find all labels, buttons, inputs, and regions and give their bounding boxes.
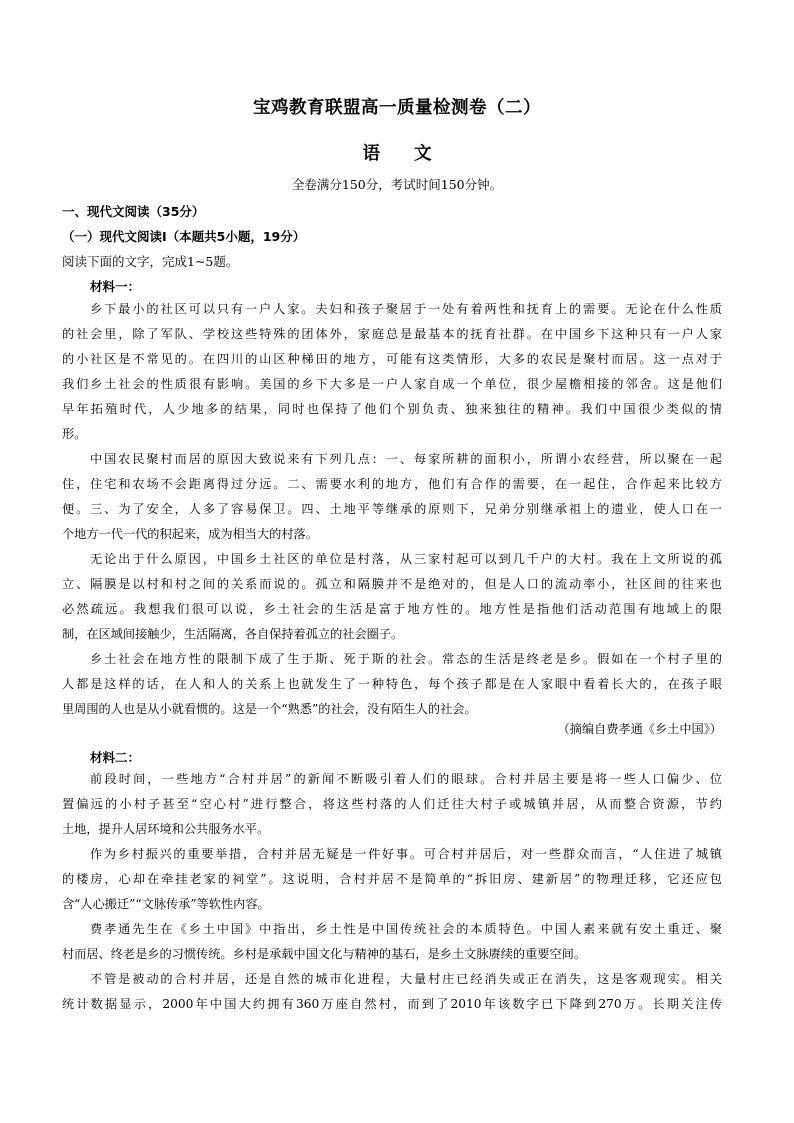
instruction-text: 阅读下面的文字，完成1~5题。 bbox=[62, 254, 239, 269]
text-line: 我们乡土社会的性质很有影响。美国的乡下大多是一户人家自成一个单位，很少屋檐相接的邻舍。这是他们 bbox=[62, 377, 722, 391]
text-line: 含“人心搬迁”“文脉传承”等软性内容。 bbox=[62, 897, 270, 911]
material-two-paragraph-1 bbox=[62, 767, 722, 842]
material-two-paragraph-4 bbox=[62, 967, 722, 1017]
subject-title: 语 文 bbox=[362, 144, 446, 164]
material-one-paragraph-4 bbox=[62, 647, 722, 722]
exam-title: 宝鸡教育联盟高一质量检测卷（二） bbox=[253, 98, 541, 118]
text-line: 早年拓殖时代，人少地多的结果，同时也保持了他们个别负责、独来独往的精神。我们中国很少类似的情 bbox=[62, 402, 722, 416]
text-line: 统计数据显示，2000年中国大约拥有360万座自然村，而到了2010年该数字已下降到270万。长期关注传 bbox=[62, 997, 722, 1011]
text-line: 的楼房，心却在牵挂老家的祠堂”。这说明，合村并居不是简单的“拆旧房、建新居”的物理迁移，它还应包 bbox=[62, 872, 722, 886]
text-line: 制，在区域间接触少，生活隔离，各自保持着孤立的社会圈子。 bbox=[62, 627, 404, 641]
material-one-label: 材料一： bbox=[90, 279, 141, 294]
text-line: 必然疏远。我想我们很可以说，乡土社会的生活是富于地方性的。地方性是指他们活动范围有地域上的限 bbox=[62, 602, 722, 616]
section-heading: 一、现代文阅读（35分） bbox=[62, 204, 205, 219]
text-line: 不管是被动的合村并居，还是自然的城市化进程，大量村庄已经消失或正在消失，这是客观现实。相关 bbox=[90, 972, 722, 986]
text-line: 形。 bbox=[62, 427, 87, 441]
sub-section-heading: （一）现代文阅读Ⅰ（本题共5小题，19分） bbox=[62, 229, 306, 244]
text-line: 的小社区是不常见的。在四川的山区种梯田的地方，可能有这类情形，大多的农民是聚村而居。这一点对于 bbox=[62, 352, 722, 366]
text-line: 费孝通先生在《乡土中国》中指出，乡土性是中国传统社会的本质特色。中国人素来就有安土重迁、聚 bbox=[90, 922, 722, 936]
text-line: 中国农民聚村而居的原因大致说来有下列几点：一、每家所耕的面积小，所谓小农经营，所以聚在一起 bbox=[90, 452, 722, 466]
text-line: 立、隔膜是以村和村之间的关系而说的。孤立和隔膜并不是绝对的，但是人口的流动率小，社区间的往来也 bbox=[62, 577, 722, 591]
text-line: 里周围的人也是从小就看惯的。这是一个“熟悉”的社会，没有陌生人的社会。 bbox=[62, 702, 477, 716]
text-line: 村而居、终老是乡的习惯传统。乡村是承载中国文化与精神的基石，是乡土文脉赓续的重要空间。 bbox=[62, 947, 587, 961]
text-line: 无论出于什么原因，中国乡土社区的单位是村落，从三家村起可以到几千户的大村。我在上文所说的孤 bbox=[90, 552, 722, 566]
text-line: 的社会里，除了军队、学校这些特殊的团体外，家庭总是最基本的抚育社群。在中国乡下这种只有一户人家 bbox=[62, 327, 722, 341]
text-line: 个地方一代一代的积起来，成为相当大的村落。 bbox=[62, 527, 318, 541]
text-line: 便。三、为了安全，人多了容易保卫。四、土地平等继承的原则下，兄弟分别继承祖上的遗业，使人口在一 bbox=[62, 502, 722, 516]
material-one-source: （摘编自费孝通《乡土中国》） bbox=[557, 722, 722, 736]
text-line: 前段时间，一些地方“合村并居”的新闻不断吸引着人们的眼球。合村并居主要是将一些人口偏少、位 bbox=[90, 772, 722, 786]
material-two-label: 材料二： bbox=[90, 750, 141, 765]
text-line: 置偏远的小村子甚至“空心村”进行整合，将这些村落的人们迁往大村子或城镇并居，从而整合资源，节约 bbox=[62, 797, 722, 811]
text-line: 土地，提升人居环境和公共服务水平。 bbox=[62, 822, 270, 836]
material-two-paragraph-3 bbox=[62, 917, 722, 967]
material-one-paragraph-2 bbox=[62, 447, 722, 547]
text-line: 乡土社会在地方性的限制下成了生于斯、死于斯的社会。常态的生活是终老是乡。假如在一个村子里的 bbox=[90, 652, 722, 666]
exam-info: 全卷满分150分，考试时间150分钟。 bbox=[291, 177, 503, 192]
text-line: 乡下最小的社区可以只有一户人家。夫妇和孩子聚居于一处有着两性和抚育上的需要。无论在什么性质 bbox=[90, 302, 722, 316]
material-one-paragraph-3 bbox=[62, 547, 722, 647]
text-line: 住，住宅和农场不会距离得过分远。二、需要水利的地方，他们有合作的需要，在一起住，合作起来比较方 bbox=[62, 477, 722, 491]
text-line: 人都是这样的话，在人和人的关系上也就发生了一种特色，每个孩子都是在人家眼中看着长大的，在孩子眼 bbox=[62, 677, 722, 691]
material-two-paragraph-2 bbox=[62, 842, 722, 917]
text-line: 作为乡村振兴的重要举措，合村并居无疑是一件好事。可合村并居后，对一些群众而言，“人住进了城镇 bbox=[90, 847, 722, 861]
material-one-paragraph-1 bbox=[62, 297, 722, 447]
